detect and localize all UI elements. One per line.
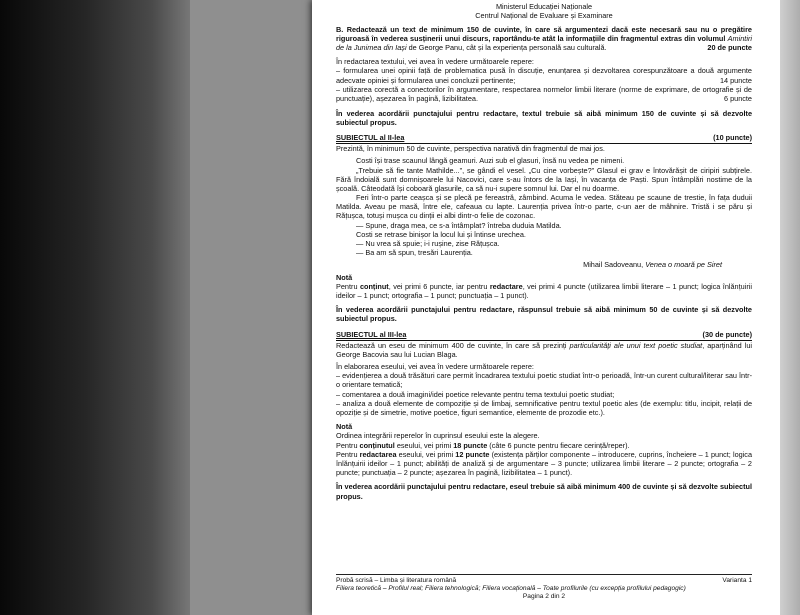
subject3-reper: – evidențierea a două trăsături care permit încadrarea textului poetic studiat într-o perioadă, într-un curent cultural/literar sau într-o orientare tematică;: [336, 371, 752, 390]
footer-profile-text: Filiera teoretică – Profilul real; Filiera tehnologică; Filiera vocațională – Toate profilurile (cu excepția profilului pedagogic): [336, 585, 686, 593]
task-text: Redactează un eseu de minimum 400 de cuvinte, în care să prezinți: [336, 340, 570, 350]
excerpt-paragraph: Feri într-o parte ceașca și se plecă pe fereastră, zâmbind. Acuma le vedea. Stăteau pe scaune de trestie, în fața duduii Matilda. Aveau pe masă, între ele, cafeaua cu lapte. Laurenția privea într-o parte, c-un aer de mâhnire. Tristă i se păru și Rățușca, totuși mușca cu dinții ei albi dintr-o felie de cozonac.: [336, 193, 752, 221]
partB-reper-1-text: – formularea unei opinii față de problematica pusă în discuție, enunțarea și dezvoltarea corespunzătoare a două argumente adecvate opiniei și formularea unei concluzii pertinente;: [336, 66, 752, 85]
task-italic: particularități ale unui text poetic studiat: [569, 340, 703, 350]
partB-condition: În vederea acordării punctajului pentru redactare, textul trebuie să aibă minimum 150 de cuvinte și să dezvolte subiectul propus.: [336, 108, 752, 127]
subject3-points: (30 de puncte): [702, 329, 752, 339]
note-bold: conținutul: [359, 440, 395, 450]
subject3-note-3: [336, 450, 752, 478]
partB-task-text-end: de George Panu, cât și la experiența personală sau culturală.: [406, 42, 607, 52]
footer-page-number: Pagina 2 din 2: [522, 593, 566, 601]
dialog-line: — Spune, draga mea, ce s-a întâmplat? întreba duduia Matilda.: [356, 220, 562, 230]
partB-reper-2-text: – utilizarea corectă a conectorilor în argumentare, respectarea normelor limbii literare (norme de exprimare, de ortografie și de punctuație), așezarea în pagină, lizibilitatea.: [336, 85, 752, 104]
note-text: eseului, vei primi: [396, 449, 456, 459]
subject3-task: [336, 341, 752, 359]
note-bold: 12 puncte: [455, 449, 490, 459]
subject2-task: Prezintă, în minimum 50 de cuvinte, perspectiva narativă din fragmentul de mai jos.: [336, 144, 605, 154]
note-text: Pentru: [336, 440, 360, 450]
note-text: (câte 6 puncte pentru fiecare cerință/reper).: [487, 440, 630, 450]
note-bold: redactare: [489, 281, 523, 291]
subject3-title: SUBIECTUL al III-lea: [336, 329, 407, 339]
footer-profile: [336, 585, 752, 593]
subject2-note-label: Notă: [336, 272, 353, 282]
excerpt-paragraph: Costi își trase scaunul lângă geamuri. Auzi sub el glasuri, însă nu vedea pe nimeni.: [356, 156, 625, 166]
dialog-line: Costi se retrase binișor la locul lui și întinse urechea.: [356, 229, 526, 239]
partB-reper-1-points: 14 puncte: [719, 75, 752, 85]
note-text: (existența părților componente – introducere, cuprins, încheiere – 1 punct; logica înlănțuirii ideilor – 1 punct; abilități de analiză și de argumentare – 3 puncte; utilizarea limbii literare – 2 puncte; ortografia – 2 puncte; punctuația – 2 puncte; așezarea în pagină, lizibilitatea – 1 punct).: [336, 449, 753, 478]
subject3-note-1: Ordinea integrării reperelor în cuprinsul eseului este la alegere.: [336, 431, 540, 441]
subject3-reper: – analiza a două elemente de compoziție și de limbaj, semnificative pentru textul poetic ales (de exemplu: titlu, incipit, relații de opoziție și de simetrie, motive poetice, figuri semantice, elemente de prozodie etc.).: [336, 398, 752, 417]
note-text: , vei primi 6 puncte, iar pentru: [388, 281, 490, 291]
dialog-line: — Nu vrea să spuie; i-i rușine, zise Rățușca.: [356, 239, 500, 248]
subject3-note-2: [336, 441, 752, 450]
excerpt-author: Mihail Sadoveanu,: [583, 260, 646, 270]
page-footer: [336, 574, 752, 602]
note-bold: conținut: [359, 281, 389, 291]
center-name: Centrul Național de Evaluare și Examinare: [475, 10, 613, 20]
subject3-heading: [336, 330, 752, 341]
footer-exam: Probă scrisă – Limba și literatura română: [336, 577, 457, 584]
partB-book-title: Amintiri de la Junimea din Iași: [336, 33, 752, 52]
subject3-note-label: Notă: [336, 422, 353, 432]
note-text: Pentru: [336, 449, 360, 459]
subject2-title: SUBIECTUL al II-lea: [336, 132, 405, 142]
subject2-points: (10 puncte): [713, 132, 752, 142]
excerpt-work: Venea o moară pe Siret: [645, 260, 722, 270]
task-text: , aparținând lui George Bacovia sau lui Lucian Blaga.: [336, 340, 752, 359]
subject3-repere-intro: În elaborarea eseului, vei avea în vedere următoarele repere:: [336, 362, 534, 372]
subject2-heading: [336, 133, 752, 144]
subject3-condition: În vederea acordării punctajului pentru redactare, eseul trebuie să aibă minimum 400 de cuvinte și să dezvolte subiectul propus.: [336, 482, 752, 501]
partB-points: 20 de puncte: [707, 43, 752, 53]
subject3-reper: – comentarea a două imagini/idei poetice relevante pentru tema textului poetic studiat;: [336, 389, 615, 399]
note-bold: redactarea: [359, 449, 397, 459]
note-text: , vei primi 4 puncte (utilizarea limbii literare – 1 punct; logica înlănțuirii ideilor – 1 punct; ortografia – 1 punct; punctuația – 1 punct).: [336, 281, 752, 300]
subject2-note: [336, 282, 752, 300]
viewer-background: [190, 0, 312, 615]
ministry-name: Ministerul Educației Naționale: [495, 2, 593, 11]
excerpt: [336, 156, 752, 257]
document-page: [312, 0, 780, 615]
subject2-condition: În vederea acordării punctajului pentru redactare, răspunsul trebuie să aibă minimum 50 de cuvinte și să dezvolte subiectul propus.: [336, 305, 752, 324]
footer-variant: Varianta 1: [722, 577, 752, 584]
dialog-line: — Ba am să spun, tresări Laurenția.: [356, 248, 473, 258]
note-text: Pentru: [336, 281, 360, 291]
excerpt-source: [336, 260, 752, 269]
page-content: [336, 0, 752, 501]
partB-task-text: B. Redactează un text de minimum 150 de cuvinte, în care să argumentezi dacă este necesară sau nu o pregătire riguroasă în vederea susținerii unui discurs, raportându-te atât la informațiile din fragmentul extras din volumul: [336, 24, 752, 43]
footer-row: [336, 577, 752, 585]
note-text: eseului, vei primi: [394, 440, 454, 450]
page-header: [336, 3, 752, 21]
note-bold: 18 puncte: [453, 440, 488, 450]
excerpt-paragraph: „Trebuie să fie tante Mathilde...”, se gândi el vesel. „Cu cine vorbește?” Glasul ei grav e întovărășit de ciripiri subțirele. Fără îndoială sunt domnișoarele lui Nacovici, care s-au întors de la Iași, în vacanța de Paști. Spun întâmplări nostime de la școală. Câteodată își coboară glasurile, ca să nu-i supere somnul lui. Dar el nu doarme.: [336, 165, 752, 193]
partB-repere-intro: În redactarea textului, vei avea în vedere următoarele repere:: [336, 57, 534, 67]
partB-reper-2-points: 6 puncte: [724, 94, 752, 104]
